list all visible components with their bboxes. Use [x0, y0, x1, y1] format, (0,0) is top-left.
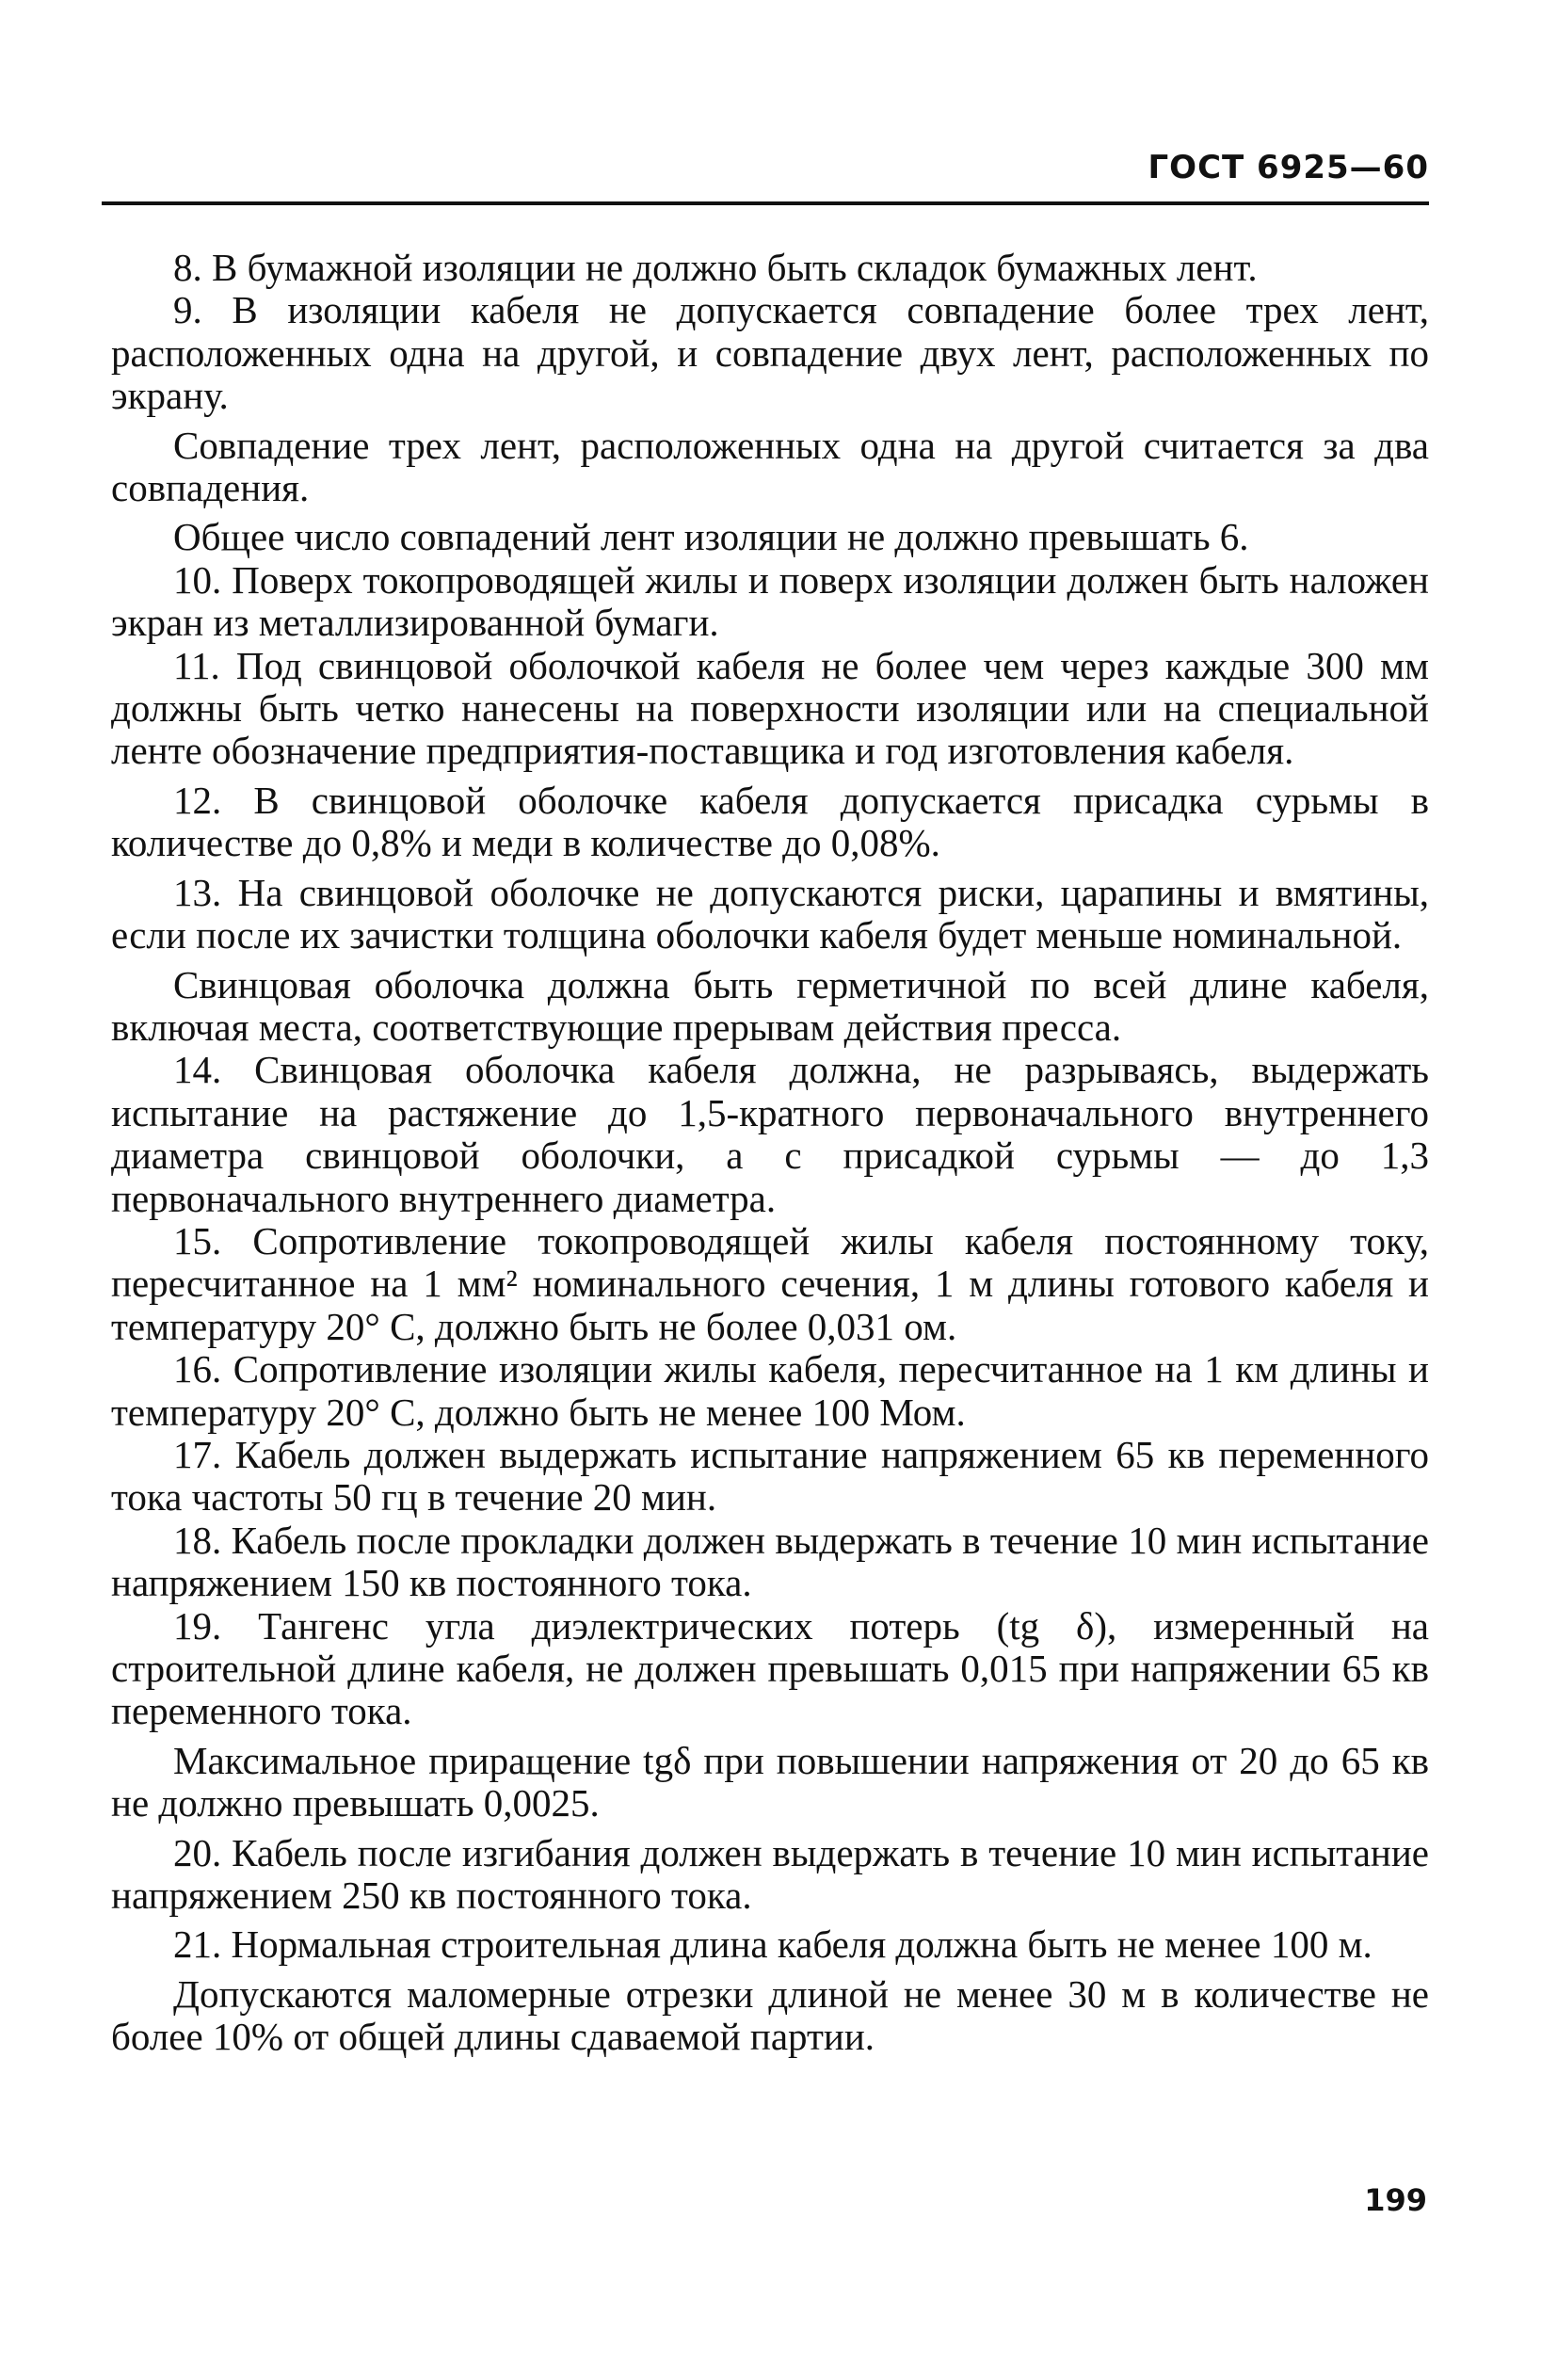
paragraph-18: 18. Кабель после прокладки должен выдержать в течение 10 мин испытание напряжением 150 кв постоянного тока. [111, 1518, 1429, 1605]
document-code: ГОСТ 6925—60 [1148, 149, 1429, 186]
paragraph-9-note-1: Совпадение трех лент, расположенных одна на другой считается за два совпадения. [111, 423, 1429, 510]
paragraph-15: 15. Сопротивление токопроводящей жилы кабеля постоянному току, пересчитанное на 1 мм² номинального сечения, 1 м длины готового кабеля и температуру 20° С, должно быть не более 0,031 ом. [111, 1218, 1429, 1348]
body-text [111, 247, 1429, 2059]
page-header [102, 149, 1429, 205]
paragraph-20: 20. Кабель после изгибания должен выдержать в течение 10 мин испытание напряжением 250 кв постоянного тока. [111, 1830, 1429, 1918]
paragraph-13-note: Свинцовая оболочка должна быть герметичной по всей длине кабеля, включая места, соответствующие прерывам действия пресса. [111, 962, 1429, 1049]
paragraph-9-note-2: Общее число совпадений лент изоляции не должно превышать 6. [173, 515, 1249, 559]
paragraph-9: 9. В изоляции кабеля не допускается совпадение более трех лент, расположенных одна на другой, и совпадение двух лент, расположенных по экрану. [111, 288, 1429, 418]
paragraph-11: 11. Под свинцовой оболочкой кабеля не более чем через каждые 300 мм должны быть четко нанесены на поверхности изоляции или на специальной ленте обозначение предприятия-поставщика и год изготовления кабеля. [111, 643, 1429, 773]
paragraph-21-note: Допускаются маломерные отрезки длиной не менее 30 м в количестве не более 10% от общей длины сдаваемой партии. [111, 1971, 1429, 2059]
paragraph-16: 16. Сопротивление изоляции жилы кабеля, пересчитанное на 1 км длины и температуру 20° С, должно быть не менее 100 Мом. [111, 1347, 1429, 1434]
paragraph-21: 21. Нормальная строительная длина кабеля должна быть не менее 100 м. [173, 1922, 1372, 1967]
paragraph-12: 12. В свинцовой оболочке кабеля допускается присадка сурьмы в количестве до 0,8% и меди в количестве до 0,08%. [111, 778, 1429, 865]
paragraph-10: 10. Поверх токопроводящей жилы и поверх изоляции должен быть наложен экран из металлизированной бумаги. [111, 557, 1429, 645]
paragraph-13: 13. На свинцовой оболочке не допускаются риски, царапины и вмятины, если после их зачистки толщина оболочки кабеля будет меньше номинальной. [111, 870, 1429, 957]
page-number: 199 [1364, 2182, 1427, 2218]
paragraph-19: 19. Тангенс угла диэлектрических потерь (tg δ), измеренный на строительной длине кабеля, не должен превышать 0,015 при напряжении 65 кв переменного тока. [111, 1603, 1429, 1733]
paragraph-14: 14. Свинцовая оболочка кабеля должна, не разрываясь, выдержать испытание на растяжение до 1,5-кратного первоначального внутреннего диаметра свинцовой оболочки, а с присадкой сурьмы — до 1,3 первоначального внутреннего диаметра. [111, 1048, 1429, 1220]
paragraph-8: 8. В бумажной изоляции не должно быть складок бумажных лент. [173, 246, 1258, 289]
paragraph-17: 17. Кабель должен выдержать испытание напряжением 65 кв переменного тока частоты 50 гц в течение 20 мин. [111, 1432, 1429, 1520]
paragraph-19-note: Максимальное приращение tgδ при повышении напряжения от 20 до 65 кв не должно превышать 0,0025. [111, 1738, 1429, 1825]
